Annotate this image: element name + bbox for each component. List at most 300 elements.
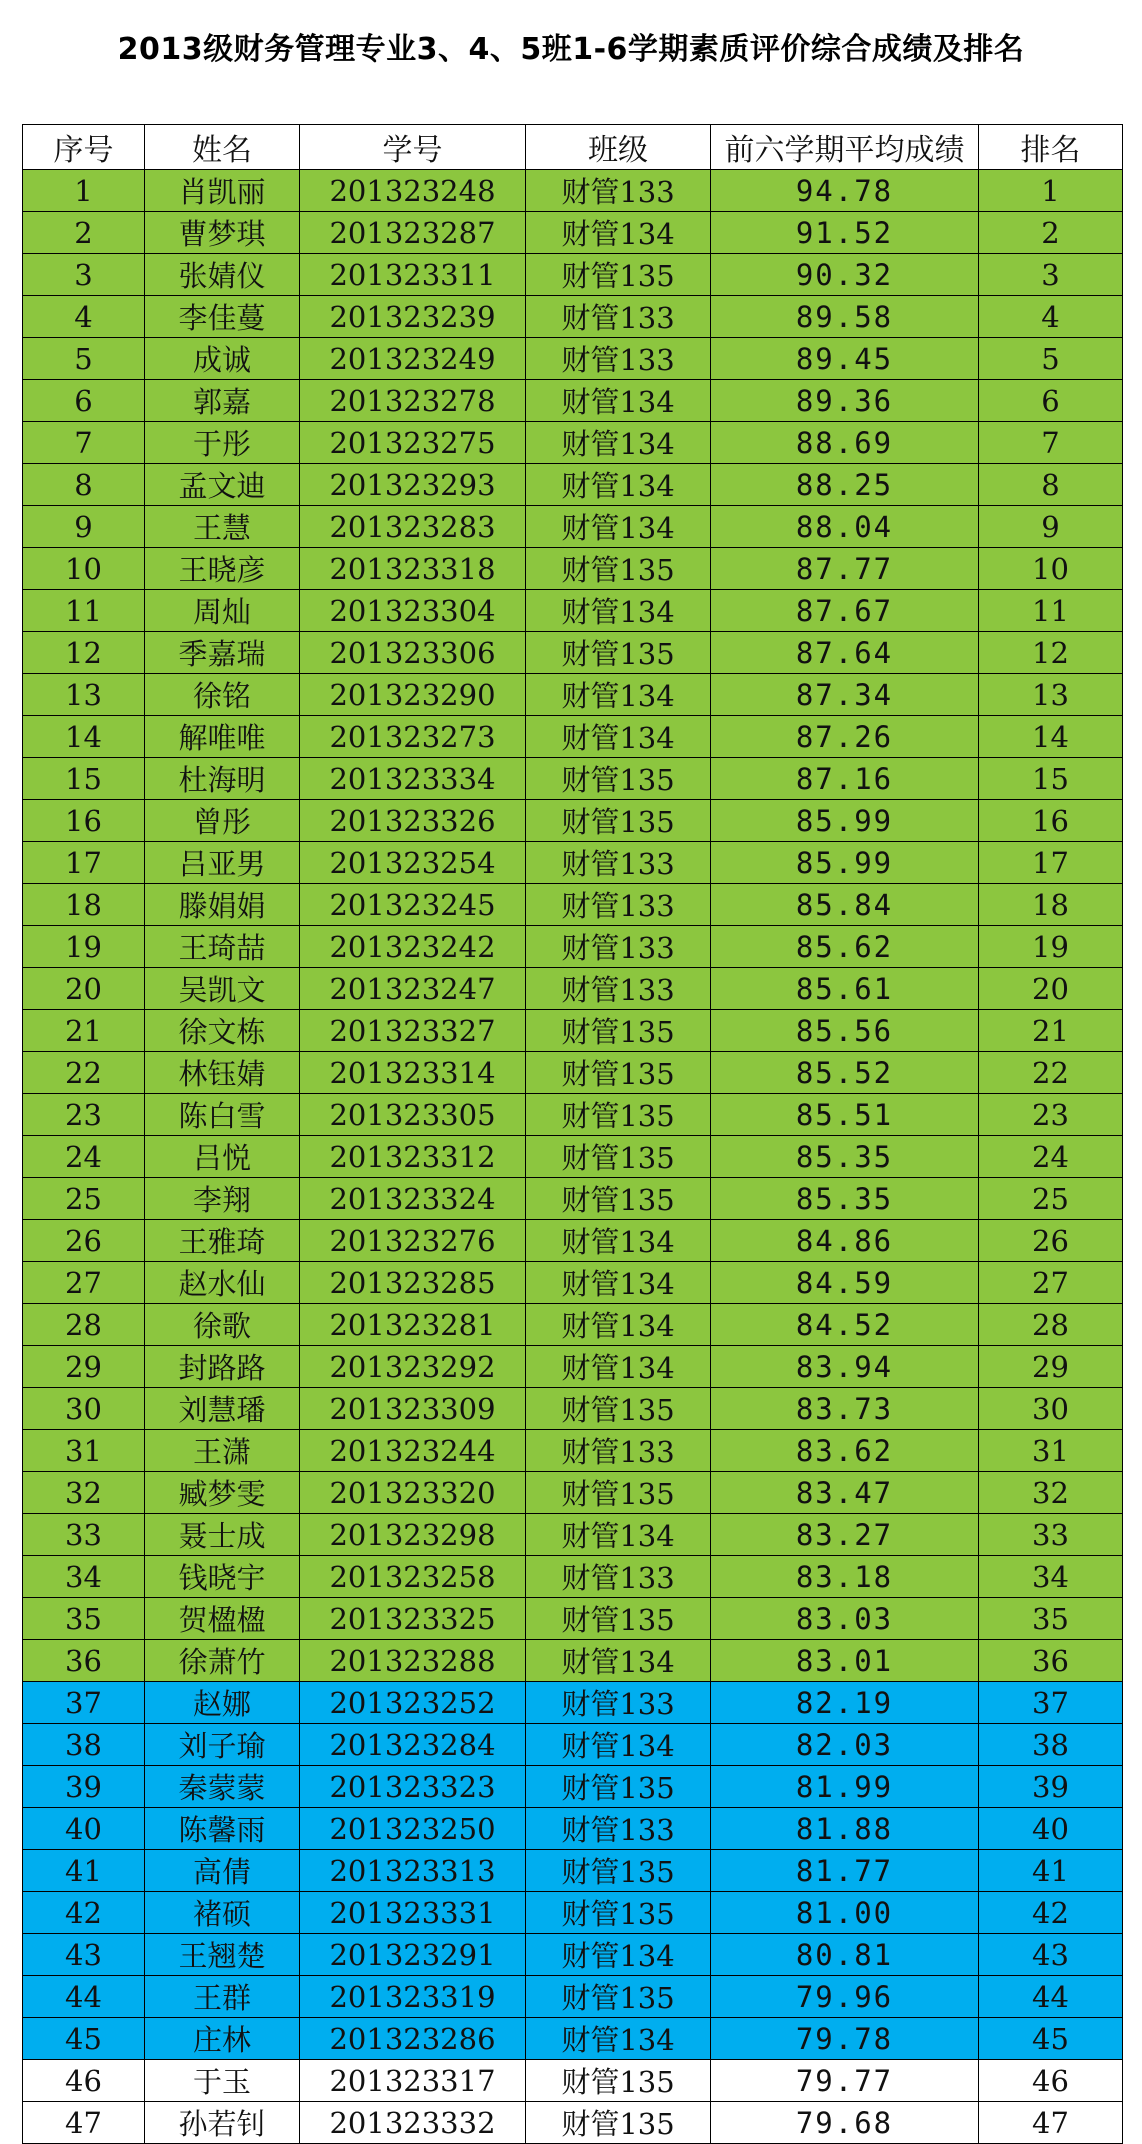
- cell-name: 王翘楚: [145, 1934, 300, 1976]
- table-row: [23, 968, 1123, 1010]
- cell-score: 81.77: [711, 1850, 979, 1892]
- cell-name: 陈白雪: [145, 1094, 300, 1136]
- cell-score: 90.32: [711, 254, 979, 296]
- cell-seq: 11: [23, 590, 145, 632]
- cell-score: 85.62: [711, 926, 979, 968]
- table-row: [23, 1052, 1123, 1094]
- cell-name: 王晓彦: [145, 548, 300, 590]
- cell-rank: 30: [979, 1388, 1123, 1430]
- cell-seq: 6: [23, 380, 145, 422]
- cell-class: 财管135: [526, 2102, 711, 2144]
- cell-seq: 34: [23, 1556, 145, 1598]
- cell-seq: 33: [23, 1514, 145, 1556]
- cell-seq: 46: [23, 2060, 145, 2102]
- cell-score: 84.52: [711, 1304, 979, 1346]
- cell-seq: 29: [23, 1346, 145, 1388]
- table-row: [23, 1850, 1123, 1892]
- cell-rank: 27: [979, 1262, 1123, 1304]
- cell-seq: 19: [23, 926, 145, 968]
- cell-seq: 12: [23, 632, 145, 674]
- cell-score: 83.73: [711, 1388, 979, 1430]
- cell-rank: 37: [979, 1682, 1123, 1724]
- table-row: [23, 338, 1123, 380]
- cell-student-id: 201323286: [300, 2018, 526, 2060]
- table-row: [23, 1682, 1123, 1724]
- cell-rank: 14: [979, 716, 1123, 758]
- cell-rank: 45: [979, 2018, 1123, 2060]
- cell-name: 杜海明: [145, 758, 300, 800]
- cell-student-id: 201323239: [300, 296, 526, 338]
- cell-seq: 47: [23, 2102, 145, 2144]
- cell-class: 财管133: [526, 884, 711, 926]
- cell-name: 贺楹楹: [145, 1598, 300, 1640]
- cell-student-id: 201323275: [300, 422, 526, 464]
- cell-rank: 15: [979, 758, 1123, 800]
- table-row: [23, 2060, 1123, 2102]
- cell-rank: 5: [979, 338, 1123, 380]
- cell-name: 徐歌: [145, 1304, 300, 1346]
- cell-class: 财管134: [526, 1724, 711, 1766]
- cell-rank: 20: [979, 968, 1123, 1010]
- cell-class: 财管133: [526, 842, 711, 884]
- cell-score: 85.51: [711, 1094, 979, 1136]
- cell-student-id: 201323331: [300, 1892, 526, 1934]
- cell-student-id: 201323323: [300, 1766, 526, 1808]
- cell-rank: 8: [979, 464, 1123, 506]
- cell-name: 成诚: [145, 338, 300, 380]
- cell-student-id: 201323292: [300, 1346, 526, 1388]
- cell-seq: 38: [23, 1724, 145, 1766]
- cell-class: 财管135: [526, 1766, 711, 1808]
- cell-student-id: 201323304: [300, 590, 526, 632]
- cell-seq: 27: [23, 1262, 145, 1304]
- cell-score: 80.81: [711, 1934, 979, 1976]
- cell-score: 91.52: [711, 212, 979, 254]
- cell-student-id: 201323248: [300, 170, 526, 212]
- cell-student-id: 201323314: [300, 1052, 526, 1094]
- cell-score: 84.59: [711, 1262, 979, 1304]
- table-row: [23, 1094, 1123, 1136]
- cell-score: 83.01: [711, 1640, 979, 1682]
- cell-rank: 12: [979, 632, 1123, 674]
- cell-student-id: 201323250: [300, 1808, 526, 1850]
- cell-seq: 5: [23, 338, 145, 380]
- cell-name: 周灿: [145, 590, 300, 632]
- cell-class: 财管134: [526, 380, 711, 422]
- cell-student-id: 201323288: [300, 1640, 526, 1682]
- cell-name: 王慧: [145, 506, 300, 548]
- cell-seq: 30: [23, 1388, 145, 1430]
- cell-seq: 9: [23, 506, 145, 548]
- cell-name: 秦蒙蒙: [145, 1766, 300, 1808]
- cell-class: 财管134: [526, 674, 711, 716]
- cell-student-id: 201323287: [300, 212, 526, 254]
- cell-name: 徐文栋: [145, 1010, 300, 1052]
- cell-name: 张婧仪: [145, 254, 300, 296]
- table-row: [23, 1514, 1123, 1556]
- cell-score: 85.52: [711, 1052, 979, 1094]
- cell-name: 李翔: [145, 1178, 300, 1220]
- cell-rank: 40: [979, 1808, 1123, 1850]
- cell-score: 83.47: [711, 1472, 979, 1514]
- cell-score: 83.18: [711, 1556, 979, 1598]
- ranking-table: [22, 124, 1123, 2144]
- cell-name: 肖凯丽: [145, 170, 300, 212]
- cell-score: 87.34: [711, 674, 979, 716]
- cell-seq: 45: [23, 2018, 145, 2060]
- table-row: [23, 884, 1123, 926]
- cell-rank: 33: [979, 1514, 1123, 1556]
- cell-student-id: 201323319: [300, 1976, 526, 2018]
- cell-student-id: 201323242: [300, 926, 526, 968]
- cell-student-id: 201323247: [300, 968, 526, 1010]
- table-row: [23, 254, 1123, 296]
- cell-class: 财管133: [526, 926, 711, 968]
- cell-student-id: 201323245: [300, 884, 526, 926]
- cell-rank: 26: [979, 1220, 1123, 1262]
- cell-rank: 39: [979, 1766, 1123, 1808]
- cell-name: 曹梦琪: [145, 212, 300, 254]
- cell-student-id: 201323254: [300, 842, 526, 884]
- cell-class: 财管134: [526, 1640, 711, 1682]
- cell-class: 财管135: [526, 254, 711, 296]
- cell-student-id: 201323290: [300, 674, 526, 716]
- cell-class: 财管133: [526, 1556, 711, 1598]
- cell-student-id: 201323285: [300, 1262, 526, 1304]
- cell-name: 王琦喆: [145, 926, 300, 968]
- cell-seq: 7: [23, 422, 145, 464]
- table-row: [23, 1346, 1123, 1388]
- cell-class: 财管134: [526, 212, 711, 254]
- cell-score: 87.64: [711, 632, 979, 674]
- cell-student-id: 201323291: [300, 1934, 526, 1976]
- cell-name: 徐萧竹: [145, 1640, 300, 1682]
- cell-score: 89.36: [711, 380, 979, 422]
- cell-name: 刘子瑜: [145, 1724, 300, 1766]
- cell-seq: 32: [23, 1472, 145, 1514]
- table-row: [23, 1262, 1123, 1304]
- cell-score: 87.67: [711, 590, 979, 632]
- cell-seq: 10: [23, 548, 145, 590]
- cell-seq: 20: [23, 968, 145, 1010]
- table-body: [23, 170, 1123, 2144]
- cell-student-id: 201323311: [300, 254, 526, 296]
- cell-class: 财管133: [526, 1682, 711, 1724]
- table-row: [23, 170, 1123, 212]
- cell-class: 财管134: [526, 716, 711, 758]
- table-row: [23, 2018, 1123, 2060]
- cell-class: 财管135: [526, 758, 711, 800]
- cell-student-id: 201323324: [300, 1178, 526, 1220]
- header-class: 班级: [526, 125, 711, 170]
- cell-score: 79.96: [711, 1976, 979, 2018]
- cell-class: 财管135: [526, 1892, 711, 1934]
- cell-seq: 23: [23, 1094, 145, 1136]
- cell-rank: 32: [979, 1472, 1123, 1514]
- cell-score: 85.99: [711, 842, 979, 884]
- cell-name: 林钰婧: [145, 1052, 300, 1094]
- cell-student-id: 201323325: [300, 1598, 526, 1640]
- cell-score: 85.84: [711, 884, 979, 926]
- cell-class: 财管133: [526, 170, 711, 212]
- cell-name: 于彤: [145, 422, 300, 464]
- cell-student-id: 201323305: [300, 1094, 526, 1136]
- table-row: [23, 296, 1123, 338]
- cell-student-id: 201323317: [300, 2060, 526, 2102]
- cell-name: 于玉: [145, 2060, 300, 2102]
- cell-student-id: 201323293: [300, 464, 526, 506]
- table-row: [23, 1220, 1123, 1262]
- cell-seq: 22: [23, 1052, 145, 1094]
- cell-seq: 31: [23, 1430, 145, 1472]
- cell-seq: 4: [23, 296, 145, 338]
- cell-rank: 13: [979, 674, 1123, 716]
- cell-seq: 26: [23, 1220, 145, 1262]
- cell-student-id: 201323273: [300, 716, 526, 758]
- cell-name: 孙若钊: [145, 2102, 300, 2144]
- cell-student-id: 201323332: [300, 2102, 526, 2144]
- cell-rank: 2: [979, 212, 1123, 254]
- cell-name: 李佳蔓: [145, 296, 300, 338]
- cell-rank: 9: [979, 506, 1123, 548]
- cell-class: 财管135: [526, 1094, 711, 1136]
- table-row: [23, 212, 1123, 254]
- cell-score: 79.68: [711, 2102, 979, 2144]
- cell-score: 89.45: [711, 338, 979, 380]
- table-row: [23, 716, 1123, 758]
- cell-seq: 13: [23, 674, 145, 716]
- cell-student-id: 201323252: [300, 1682, 526, 1724]
- cell-class: 财管134: [526, 1514, 711, 1556]
- cell-score: 82.19: [711, 1682, 979, 1724]
- cell-class: 财管135: [526, 800, 711, 842]
- cell-rank: 35: [979, 1598, 1123, 1640]
- table-row: [23, 1640, 1123, 1682]
- cell-class: 财管135: [526, 1976, 711, 2018]
- cell-score: 79.78: [711, 2018, 979, 2060]
- cell-name: 孟文迪: [145, 464, 300, 506]
- cell-score: 85.35: [711, 1178, 979, 1220]
- page-title: 2013级财务管理专业3、4、5班1-6学期素质评价综合成绩及排名: [117, 32, 1025, 67]
- cell-score: 83.94: [711, 1346, 979, 1388]
- cell-name: 解唯唯: [145, 716, 300, 758]
- cell-class: 财管135: [526, 548, 711, 590]
- cell-score: 94.78: [711, 170, 979, 212]
- cell-name: 王潇: [145, 1430, 300, 1472]
- cell-class: 财管135: [526, 632, 711, 674]
- cell-seq: 16: [23, 800, 145, 842]
- cell-score: 85.99: [711, 800, 979, 842]
- cell-class: 财管134: [526, 590, 711, 632]
- table-row: [23, 1430, 1123, 1472]
- cell-student-id: 201323276: [300, 1220, 526, 1262]
- cell-seq: 14: [23, 716, 145, 758]
- cell-seq: 24: [23, 1136, 145, 1178]
- cell-score: 82.03: [711, 1724, 979, 1766]
- cell-rank: 24: [979, 1136, 1123, 1178]
- cell-class: 财管133: [526, 1808, 711, 1850]
- cell-score: 85.56: [711, 1010, 979, 1052]
- table-row: [23, 2102, 1123, 2144]
- cell-class: 财管133: [526, 338, 711, 380]
- cell-seq: 40: [23, 1808, 145, 1850]
- cell-rank: 41: [979, 1850, 1123, 1892]
- cell-name: 钱晓宇: [145, 1556, 300, 1598]
- cell-student-id: 201323306: [300, 632, 526, 674]
- cell-name: 聂士成: [145, 1514, 300, 1556]
- table-row: [23, 1934, 1123, 1976]
- cell-score: 89.58: [711, 296, 979, 338]
- cell-seq: 17: [23, 842, 145, 884]
- cell-seq: 39: [23, 1766, 145, 1808]
- table-row: [23, 1766, 1123, 1808]
- cell-class: 财管133: [526, 1430, 711, 1472]
- cell-class: 财管135: [526, 1850, 711, 1892]
- table-row: [23, 1388, 1123, 1430]
- cell-rank: 25: [979, 1178, 1123, 1220]
- cell-student-id: 201323326: [300, 800, 526, 842]
- cell-name: 褚硕: [145, 1892, 300, 1934]
- table-row: [23, 464, 1123, 506]
- cell-name: 刘慧璠: [145, 1388, 300, 1430]
- cell-rank: 46: [979, 2060, 1123, 2102]
- table-row: [23, 506, 1123, 548]
- cell-rank: 34: [979, 1556, 1123, 1598]
- cell-name: 曾彤: [145, 800, 300, 842]
- cell-name: 赵水仙: [145, 1262, 300, 1304]
- header-row: [23, 125, 1123, 170]
- header-score: 前六学期平均成绩: [711, 125, 979, 170]
- table-row: [23, 1136, 1123, 1178]
- cell-score: 88.25: [711, 464, 979, 506]
- cell-student-id: 201323327: [300, 1010, 526, 1052]
- cell-score: 88.04: [711, 506, 979, 548]
- cell-score: 87.16: [711, 758, 979, 800]
- cell-seq: 25: [23, 1178, 145, 1220]
- cell-rank: 1: [979, 170, 1123, 212]
- cell-class: 财管135: [526, 1598, 711, 1640]
- cell-rank: 36: [979, 1640, 1123, 1682]
- cell-student-id: 201323334: [300, 758, 526, 800]
- cell-score: 81.99: [711, 1766, 979, 1808]
- cell-score: 83.03: [711, 1598, 979, 1640]
- cell-name: 郭嘉: [145, 380, 300, 422]
- cell-student-id: 201323283: [300, 506, 526, 548]
- cell-rank: 47: [979, 2102, 1123, 2144]
- header-name: 姓名: [145, 125, 300, 170]
- table-row: [23, 674, 1123, 716]
- cell-seq: 35: [23, 1598, 145, 1640]
- header-seq: 序号: [23, 125, 145, 170]
- cell-seq: 2: [23, 212, 145, 254]
- table-row: [23, 380, 1123, 422]
- table-row: [23, 1808, 1123, 1850]
- cell-seq: 18: [23, 884, 145, 926]
- table-row: [23, 548, 1123, 590]
- table-row: [23, 926, 1123, 968]
- table-row: [23, 1556, 1123, 1598]
- cell-name: 封路路: [145, 1346, 300, 1388]
- table-row: [23, 800, 1123, 842]
- cell-rank: 23: [979, 1094, 1123, 1136]
- cell-name: 吕悦: [145, 1136, 300, 1178]
- cell-student-id: 201323309: [300, 1388, 526, 1430]
- cell-rank: 11: [979, 590, 1123, 632]
- cell-rank: 7: [979, 422, 1123, 464]
- cell-class: 财管135: [526, 2060, 711, 2102]
- table-row: [23, 1976, 1123, 2018]
- table-row: [23, 1010, 1123, 1052]
- cell-student-id: 201323318: [300, 548, 526, 590]
- table-row: [23, 632, 1123, 674]
- cell-class: 财管134: [526, 1934, 711, 1976]
- cell-class: 财管135: [526, 1136, 711, 1178]
- cell-class: 财管134: [526, 2018, 711, 2060]
- cell-class: 财管134: [526, 1304, 711, 1346]
- cell-rank: 44: [979, 1976, 1123, 2018]
- cell-student-id: 201323312: [300, 1136, 526, 1178]
- cell-rank: 4: [979, 296, 1123, 338]
- cell-seq: 1: [23, 170, 145, 212]
- cell-rank: 31: [979, 1430, 1123, 1472]
- cell-score: 85.61: [711, 968, 979, 1010]
- table-row: [23, 1304, 1123, 1346]
- cell-seq: 8: [23, 464, 145, 506]
- cell-name: 陈馨雨: [145, 1808, 300, 1850]
- table-row: [23, 1892, 1123, 1934]
- cell-score: 85.35: [711, 1136, 979, 1178]
- cell-class: 财管134: [526, 1346, 711, 1388]
- cell-seq: 3: [23, 254, 145, 296]
- cell-class: 财管134: [526, 422, 711, 464]
- cell-class: 财管135: [526, 1472, 711, 1514]
- cell-rank: 6: [979, 380, 1123, 422]
- table-row: [23, 758, 1123, 800]
- cell-student-id: 201323313: [300, 1850, 526, 1892]
- cell-name: 高倩: [145, 1850, 300, 1892]
- cell-name: 吴凯文: [145, 968, 300, 1010]
- cell-student-id: 201323284: [300, 1724, 526, 1766]
- cell-student-id: 201323281: [300, 1304, 526, 1346]
- cell-class: 财管133: [526, 968, 711, 1010]
- cell-student-id: 201323249: [300, 338, 526, 380]
- cell-seq: 37: [23, 1682, 145, 1724]
- cell-class: 财管135: [526, 1010, 711, 1052]
- table-row: [23, 590, 1123, 632]
- cell-score: 83.62: [711, 1430, 979, 1472]
- cell-rank: 38: [979, 1724, 1123, 1766]
- cell-class: 财管135: [526, 1052, 711, 1094]
- cell-class: 财管134: [526, 464, 711, 506]
- cell-rank: 10: [979, 548, 1123, 590]
- cell-score: 83.27: [711, 1514, 979, 1556]
- cell-name: 滕娟娟: [145, 884, 300, 926]
- cell-score: 79.77: [711, 2060, 979, 2102]
- cell-name: 赵娜: [145, 1682, 300, 1724]
- cell-rank: 43: [979, 1934, 1123, 1976]
- cell-score: 87.26: [711, 716, 979, 758]
- cell-rank: 16: [979, 800, 1123, 842]
- cell-seq: 28: [23, 1304, 145, 1346]
- cell-rank: 21: [979, 1010, 1123, 1052]
- cell-score: 87.77: [711, 548, 979, 590]
- cell-rank: 29: [979, 1346, 1123, 1388]
- cell-score: 81.00: [711, 1892, 979, 1934]
- cell-seq: 43: [23, 1934, 145, 1976]
- table-row: [23, 422, 1123, 464]
- table-row: [23, 1472, 1123, 1514]
- cell-student-id: 201323320: [300, 1472, 526, 1514]
